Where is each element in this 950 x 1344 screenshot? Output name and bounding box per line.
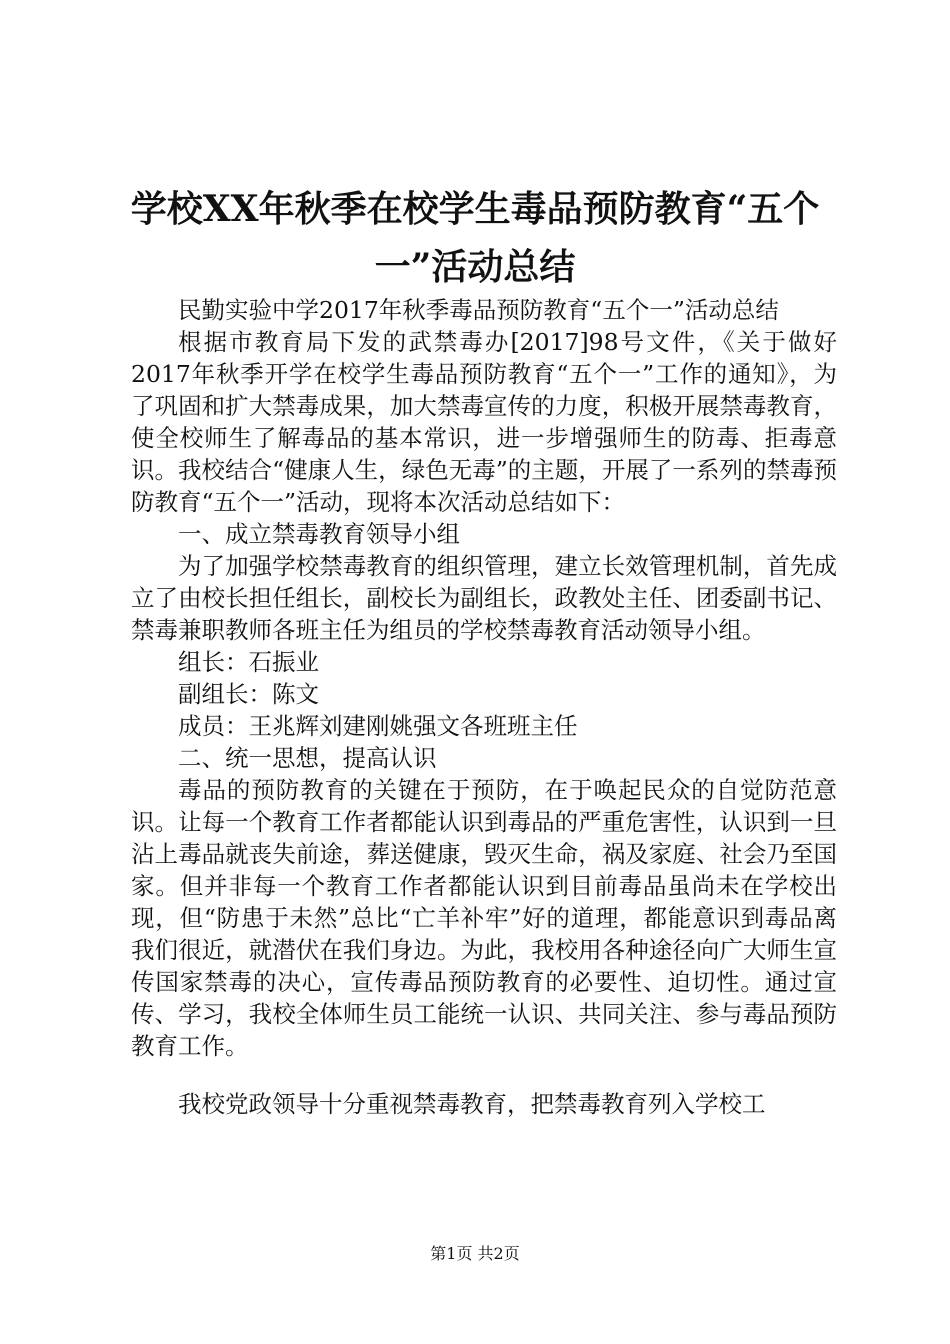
group-leader-line: 组长：石振业 xyxy=(178,648,319,676)
document-title: 学校XX年秋季在校学生毒品预防教育“五个一”活动总结 xyxy=(130,188,820,288)
section-heading-2: 二、统一思想，提高认识 xyxy=(178,744,437,772)
document-body xyxy=(131,294,837,1120)
paragraph-continuation: 我校党政领导十分重视禁毒教育，把禁毒教育列入学校工 xyxy=(178,1090,766,1118)
page-number-footer: 第1页 共2页 xyxy=(430,1244,520,1263)
paragraph-section-2: 毒品的预防教育的关键在于预防，在于唤起民众的自觉防范意识。让每一个教育工作者都能认识到毒品的严重危害性，认识到一旦沾上毒品就丧失前途，葬送健康，毁灭生命，祸及家庭、社会乃至国家。但并非每一个教育工作者都能认识到目前毒品虽尚未在学校出现，但“防患于未然”总比“亡羊补牢”好的道理，都能意识到毒品离我们很近，就潜伏在我们身边。为此，我校用各种途径向广大师生宣传国家禁毒的决心，宣传毒品预防教育的必要性、迫切性。通过宣传、学习，我校全体师生员工能统一认识、共同关注、参与毒品预防教育工作。 xyxy=(131,776,837,1060)
paragraph-section-1: 为了加强学校禁毒教育的组织管理，建立长效管理机制，首先成立了由校长担任组长，副校长为副组长，政教处主任、团委副书记、禁毒兼职教师各班主任为组员的学校禁毒教育活动领导小组。 xyxy=(131,552,837,644)
section-heading-1: 一、成立禁毒教育领导小组 xyxy=(178,520,460,548)
paragraph-intro: 根据市教育局下发的武禁毒办[2017]98号文件，《关于做好2017年秋季开学在校学生毒品预防教育“五个一”工作的通知》，为了巩固和扩大禁毒成果，加大禁毒宣传的力度，积极开展禁毒教育，使全校师生了解毒品的基本常识，进一步增强师生的防毒、拒毒意识。我校结合“健康人生，绿色无毒”的主题，开展了一系列的禁毒预防教育“五个一”活动，现将本次活动总结如下： xyxy=(131,328,837,516)
deputy-leader-line: 副组长：陈文 xyxy=(178,680,319,708)
members-line: 成员：王兆辉刘建刚姚强文各班班主任 xyxy=(178,712,578,740)
paragraph-subtitle: 民勤实验中学2017年秋季毒品预防教育“五个一”活动总结 xyxy=(178,296,779,324)
